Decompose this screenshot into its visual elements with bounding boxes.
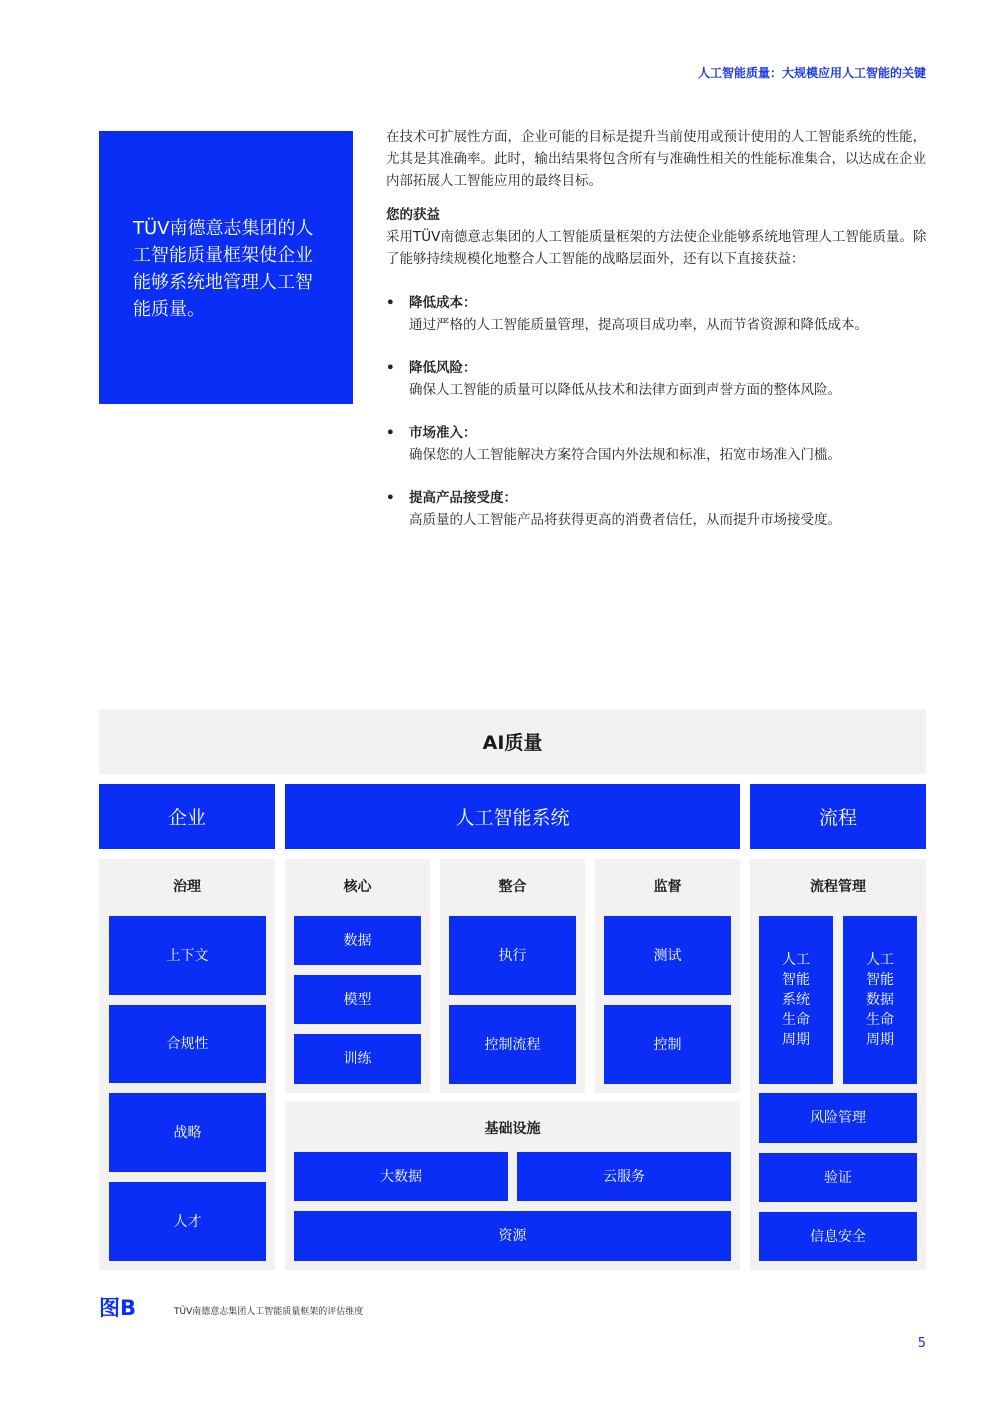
governance-title: 治理	[173, 879, 201, 895]
core-title: 核心	[343, 879, 372, 895]
integration-title: 整合	[498, 879, 527, 895]
ai-system-lifecycle-block: 人工 智能 系统 生命 周期	[759, 916, 833, 1084]
context-block: 上下文	[109, 916, 266, 995]
bullet-desc: 确保人工智能的质量可以降低从技术和法律方面到声誉方面的整体风险。	[409, 381, 841, 398]
process-management-panel	[750, 859, 926, 1270]
bullet-title: • 提高产品接受度：	[409, 490, 517, 507]
list-item	[386, 293, 928, 337]
list-item	[386, 423, 928, 467]
information-security-block: 信息安全	[759, 1212, 917, 1261]
list-item	[386, 358, 928, 402]
monitoring-panel	[595, 859, 740, 1093]
bullet-desc: 高质量的人工智能产品将获得更高的消费者信任，从而提升市场接受度。	[409, 511, 841, 528]
core-panel	[285, 859, 430, 1093]
talent-block: 人才	[109, 1182, 266, 1261]
ai-system-header: 人工智能系统	[285, 784, 740, 849]
cloud-service-block: 云服务	[517, 1152, 731, 1201]
strategy-block: 战略	[109, 1093, 266, 1172]
gains-intro: 采用TÜV南德意志集团的人工智能质量框架的方法使企业能够系统地管理人工智能质量。除了能够持续规模化地整合人工智能的战略层面外，还有以下直接获益：	[386, 229, 927, 267]
figure-caption: TÜV南德意志集团人工智能质量框架的评估维度	[174, 1307, 364, 1317]
governance-panel	[99, 859, 275, 1270]
risk-management-block: 风险管理	[759, 1093, 917, 1143]
testing-block: 测试	[604, 916, 731, 995]
process-management-title: 流程管理	[810, 879, 866, 895]
running-header: 人工智能质量：大规模应用人工智能的关键	[697, 66, 926, 80]
training-block: 训练	[294, 1034, 421, 1084]
enterprise-header: 企业	[99, 784, 275, 849]
model-block: 模型	[294, 975, 421, 1024]
bullet-desc: 通过严格的人工智能质量管理，提高项目成功率，从而节省资源和降低成本。	[409, 316, 868, 333]
figure-label: 图B	[99, 1296, 137, 1320]
data-block: 数据	[294, 916, 421, 965]
execution-block: 执行	[449, 916, 576, 995]
bullet-desc: 确保您的人工智能解决方案符合国内外法规和标准，拓宽市场准入门槛。	[409, 446, 841, 463]
ai-quality-framework-diagram	[99, 709, 926, 1271]
bullet-title: • 降低风险：	[409, 359, 477, 376]
diagram-title: AI质量	[99, 709, 926, 774]
ai-data-lifecycle-block: 人工 智能 数据 生命 周期	[843, 916, 917, 1084]
benefit-list	[386, 293, 928, 532]
infrastructure-title: 基础设施	[484, 1121, 541, 1137]
compliance-block: 合规性	[109, 1005, 266, 1083]
callout-box	[99, 131, 353, 404]
validation-block: 验证	[759, 1153, 917, 1202]
process-header: 流程	[750, 784, 926, 849]
infrastructure-panel	[285, 1101, 740, 1270]
list-item	[386, 488, 928, 532]
bullet-title: • 市场准入：	[409, 424, 477, 441]
bullet-title: • 降低成本：	[409, 294, 477, 311]
control-block: 控制	[604, 1005, 731, 1084]
integration-panel	[440, 859, 585, 1093]
control-flow-block: 控制流程	[449, 1005, 576, 1084]
resources-block: 资源	[294, 1211, 731, 1261]
big-data-block: 大数据	[294, 1152, 508, 1201]
body-text	[386, 127, 928, 553]
intro-paragraph: 在技术可扩展性方面，企业可能的目标是提升当前使用或预计使用的人工智能系统的性能，尤其是其准确率。此时，输出结果将包含所有与准确性相关的性能标准集合，以达成在企业内部拓展人工智能应用的最终目标。	[386, 129, 926, 189]
callout-text: TÜV南德意志集团的人工智能质量框架使企业能够系统地管理人工智能质量。	[133, 218, 314, 320]
monitoring-title: 监督	[653, 879, 682, 895]
gains-heading: 您的获益	[386, 207, 440, 224]
page-number: 5	[917, 1336, 926, 1351]
